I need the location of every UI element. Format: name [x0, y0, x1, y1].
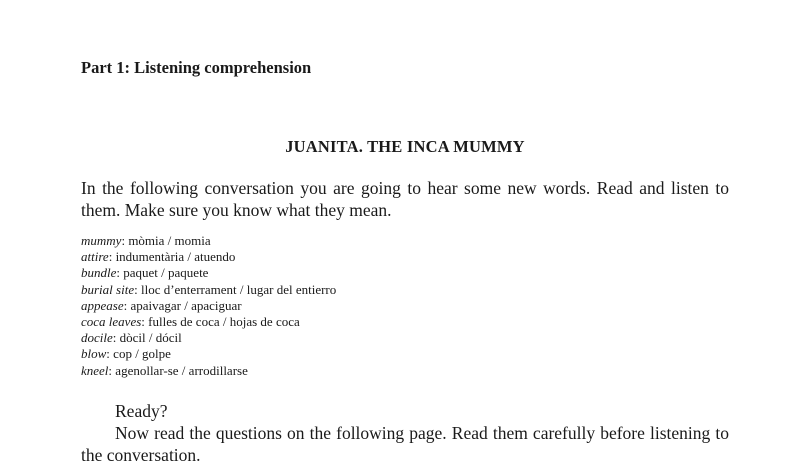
vocab-translation: indumentària / atuendo: [115, 249, 236, 265]
vocab-separator: :: [141, 314, 149, 330]
vocab-translation: cop / golpe: [113, 346, 171, 362]
vocab-item: [81, 282, 336, 298]
vocab-item: [81, 346, 336, 362]
instructions-paragraph: Now read the questions on the following page. Read them carefully before listening to the conversation.: [81, 423, 729, 465]
vocab-item: [81, 298, 336, 314]
vocab-term: docile: [81, 330, 113, 346]
vocab-term: burial site: [81, 281, 135, 297]
vocab-term: blow: [81, 346, 107, 362]
vocab-separator: :: [123, 297, 131, 313]
vocab-translation: dòcil / dócil: [119, 330, 182, 346]
vocab-item: [81, 233, 336, 249]
vocab-translation: fulles de coca / hojas de coca: [148, 314, 300, 330]
vocab-term: attire: [81, 249, 109, 265]
vocab-separator: :: [134, 281, 141, 297]
vocab-term: coca leaves: [81, 314, 142, 330]
vocab-translation: apaivagar / apaciguar: [130, 297, 242, 313]
vocab-term: bundle: [81, 265, 117, 281]
vocab-term: kneel: [81, 362, 109, 378]
ready-prompt: Ready?: [115, 401, 168, 421]
vocab-separator: :: [116, 265, 124, 281]
vocab-item: [81, 249, 336, 265]
section-heading: Part 1: Listening comprehension: [81, 58, 312, 77]
vocab-translation: agenollar-se / arrodillarse: [115, 362, 248, 378]
vocab-separator: :: [112, 330, 120, 346]
vocab-item: [81, 363, 336, 379]
intro-paragraph: In the following conversation you are going to hear some new words. Read and listen to them. Make sure you know what they mean.: [81, 178, 729, 220]
vocab-item: [81, 330, 336, 346]
vocab-separator: :: [106, 346, 114, 362]
vocab-separator: :: [108, 362, 116, 378]
vocab-translation: mòmia / momia: [128, 233, 211, 248]
vocab-translation: lloc d’enterrament / lugar del entierro: [140, 281, 337, 297]
vocab-item: [81, 265, 336, 281]
document-title: JUANITA. THE INCA MUMMY: [285, 137, 525, 156]
vocab-translation: paquet / paquete: [123, 265, 209, 281]
vocab-term: appease: [81, 297, 124, 313]
vocab-term: mummy: [81, 233, 122, 248]
vocab-item: [81, 314, 336, 330]
vocabulary-list: [81, 233, 336, 379]
vocab-separator: :: [108, 249, 116, 265]
vocab-separator: :: [121, 233, 129, 248]
